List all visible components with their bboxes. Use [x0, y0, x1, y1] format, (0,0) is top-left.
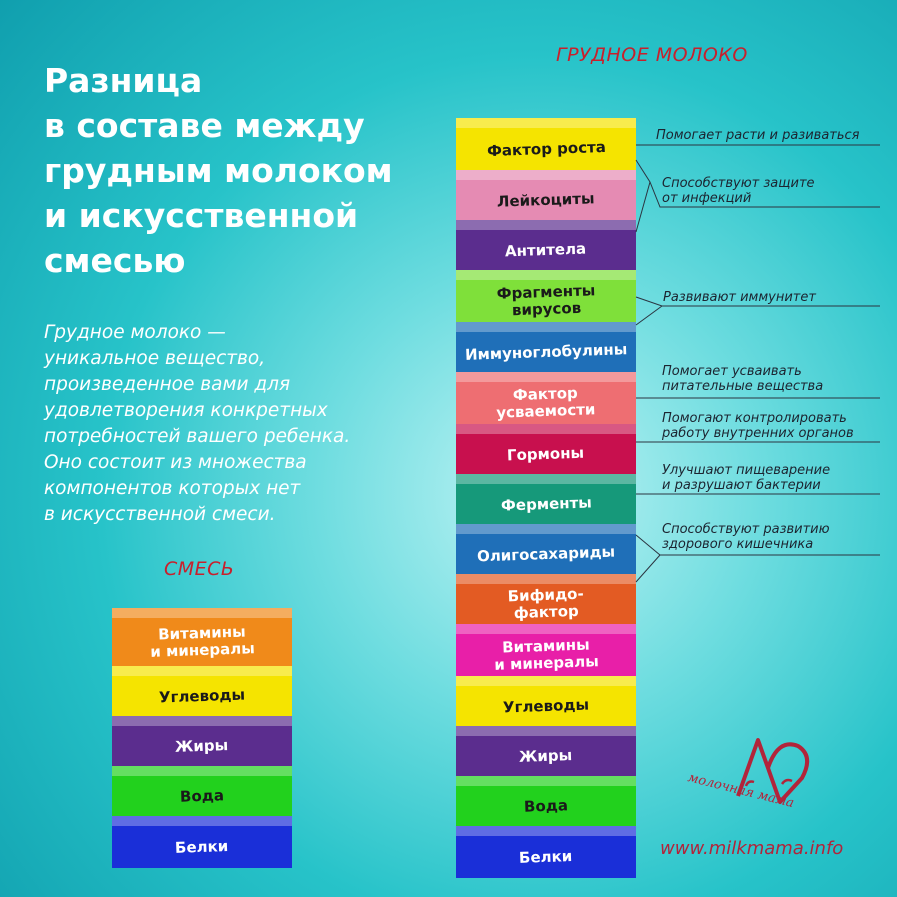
milk-block-label: Фактор усваемости — [496, 383, 597, 422]
milk-block-label: Лейкоциты — [496, 188, 596, 211]
milk-block-label: Ферменты — [500, 492, 592, 515]
annotation-digestion: Улучшают пищеварение и разрушают бактерии — [662, 463, 831, 493]
formula-block-label: Белки — [175, 836, 229, 857]
page-title: Разница в составе между грудным молоком и искусственной смесью — [44, 61, 393, 280]
website-url[interactable]: www.milkmama.info — [660, 838, 844, 859]
milk-block-label: Бифидо- фактор — [507, 584, 584, 623]
logo-text: молочная мама — [686, 770, 796, 812]
formula-heading: СМЕСЬ — [164, 558, 235, 580]
milk-block-label: Белки — [519, 846, 573, 867]
milk-block-label: Иммуноглобулины — [464, 339, 628, 364]
annotation-growth: Помогает расти и разиваться — [656, 128, 860, 143]
formula-block-label: Жиры — [175, 735, 229, 756]
annotation-gut-health: Способствуют развитию здорового кишечника — [662, 522, 830, 552]
annotation-immunity: Развивают иммунитет — [663, 290, 816, 305]
formula-block-label: Углеводы — [158, 685, 246, 706]
intro-text: Грудное молоко — уникальное вещество, произведенное вами для удовлетворения конкретных потребностей вашего ребенка. Оно состоит из множества компонентов которых нет в искусственной смеси. — [44, 322, 351, 525]
annotation-organ-control: Помогают контролировать работу внутренних органов — [662, 411, 854, 441]
formula-block-label: Витамины и минералы — [149, 622, 255, 661]
milk-block-label: Гормоны — [507, 443, 585, 464]
annotation-nutrient-absorption: Помогает усваивать питательные вещества — [662, 364, 824, 394]
milk-block-label: Жиры — [519, 745, 573, 766]
milk-block-label: Олигосахариды — [476, 542, 616, 565]
annotation-infection-protection: Способствуют защите от инфекций — [662, 176, 815, 206]
milk-block-label: Витамины и минералы — [493, 635, 599, 674]
milk-block-label: Фактор роста — [486, 137, 606, 160]
milk-block-label: Углеводы — [502, 695, 590, 716]
milk-block-label: Вода — [523, 795, 569, 816]
connector-line — [636, 555, 660, 582]
breast-milk-heading: ГРУДНОЕ МОЛОКО — [556, 44, 748, 66]
connector-line — [636, 306, 662, 325]
connector-line — [636, 182, 650, 232]
milk-block-label: Антитела — [505, 239, 587, 260]
milk-block-label: Фрагменты вирусов — [496, 281, 596, 320]
formula-block-label: Вода — [179, 785, 225, 806]
